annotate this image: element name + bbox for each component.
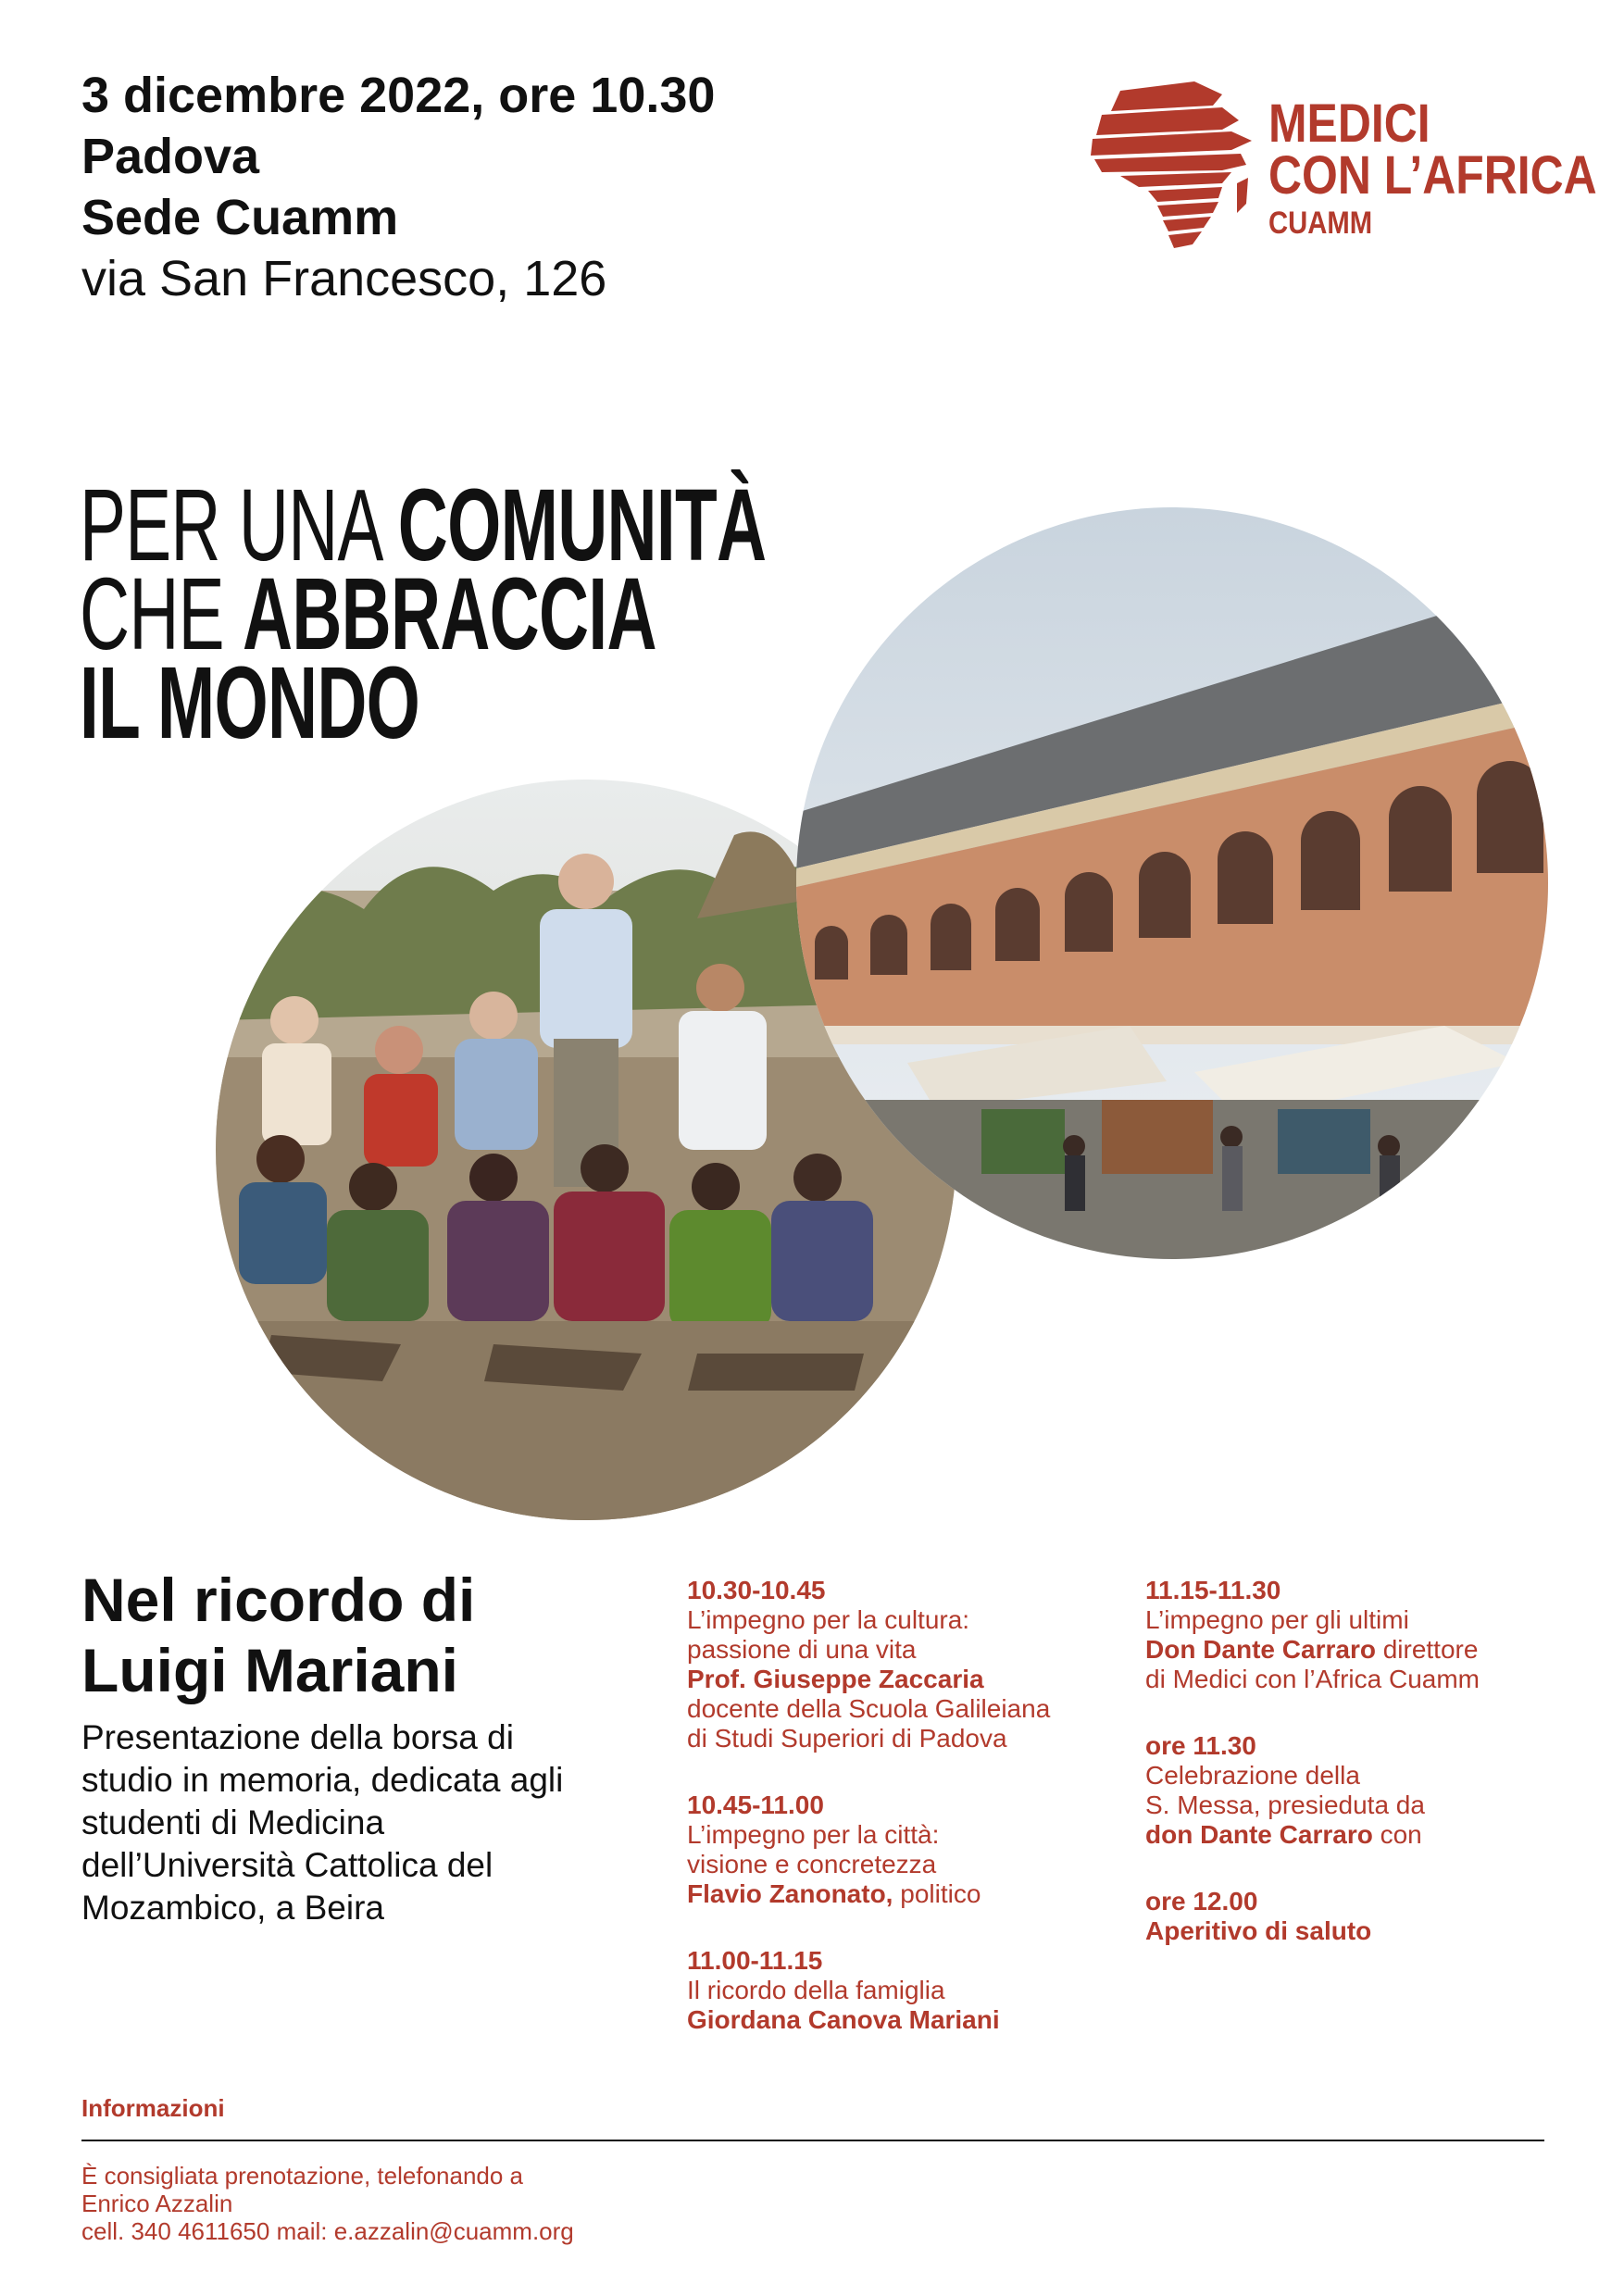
event-venue: Sede Cuamm: [81, 190, 399, 245]
program-time: 10.45-11.00: [687, 1791, 824, 1819]
program-speaker: Giordana Canova Mariani: [687, 2005, 1000, 2034]
info-contact-name: Enrico Azzalin: [81, 2190, 233, 2217]
program-line: di Studi Superiori di Padova: [687, 1724, 1007, 1753]
program-line: passione di una vita: [687, 1635, 917, 1664]
program-time: ore 12.00: [1145, 1887, 1258, 1915]
event-address: via San Francesco, 126: [81, 251, 607, 306]
program-item: [1145, 1731, 1480, 1850]
program-time: 10.30-10.45: [687, 1576, 826, 1604]
info-label: Informazioni: [81, 2094, 225, 2122]
program-line: L’impegno per gli ultimi: [1145, 1605, 1409, 1634]
logo-line-1: MEDICI: [1268, 94, 1430, 154]
headline-part: IL MONDO: [80, 646, 420, 760]
memory-title-line-2: Luigi Mariani: [81, 1636, 459, 1704]
program-line: L’impegno per la cultura:: [687, 1605, 970, 1634]
logo-line-3: CUAMM: [1268, 206, 1373, 241]
program-line: Celebrazione della: [1145, 1761, 1360, 1790]
memory-description: Presentazione della borsa di studio in memoria, dedicata agli studenti di Medicina dell’Università Cattolica del Mozambico, a Beira: [81, 1718, 564, 1927]
program-speaker: Flavio Zanonato,: [687, 1879, 893, 1908]
memory-title-line-1: Nel ricordo di: [81, 1566, 476, 1634]
program-item: [687, 1946, 1050, 2035]
event-date: 3 dicembre 2022, ore 10.30: [81, 68, 716, 123]
program-item: [687, 1791, 1050, 1909]
headline-part: ABBRACCIA: [242, 557, 656, 671]
memory-section: [81, 1565, 600, 1929]
program-line: docente della Scuola Galileiana: [687, 1694, 1051, 1723]
africa-map-icon: [1083, 74, 1259, 259]
program-line: Il ricordo della famiglia: [687, 1976, 945, 2004]
divider: [81, 2140, 1544, 2141]
program-time: ore 11.30: [1145, 1731, 1256, 1760]
program-speaker: don Dante Carraro: [1145, 1820, 1373, 1849]
program-column-1: [687, 1576, 1050, 2072]
program-speaker: Don Dante Carraro: [1145, 1635, 1376, 1664]
program-speaker: Prof. Giuseppe Zaccaria: [687, 1665, 984, 1693]
padova-palazzo-photo: [796, 507, 1548, 1259]
program-line: politico: [893, 1879, 981, 1908]
info-line: È consigliata prenotazione, telefonando a: [81, 2162, 524, 2190]
headline-part: PER UNA: [80, 468, 398, 582]
program-item: [1145, 1887, 1480, 1946]
logo-line-2: CON L’AFRICA: [1268, 145, 1597, 206]
program-line: direttore: [1375, 1635, 1479, 1664]
event-header: [81, 65, 715, 309]
program-column-2: [1145, 1576, 1480, 1983]
program-speaker: Aperitivo di saluto: [1145, 1916, 1372, 1945]
program-line: L’impegno per la città:: [687, 1820, 940, 1849]
program-line: S. Messa, presieduta da: [1145, 1791, 1425, 1819]
event-city: Padova: [81, 129, 260, 184]
program-item: [1145, 1576, 1480, 1694]
program-time: 11.15-11.30: [1145, 1576, 1281, 1604]
program-line: visione e concretezza: [687, 1850, 937, 1878]
headline-part: COMUNITÀ: [397, 468, 767, 582]
headline-part: CHE: [80, 557, 243, 671]
program-time: 11.00-11.15: [687, 1946, 823, 1975]
program-line: con: [1372, 1820, 1422, 1849]
info-contact-details[interactable]: cell. 340 4611650 mail: e.azzalin@cuamm.org: [81, 2217, 574, 2245]
program-item: [687, 1576, 1050, 1753]
info-footer: [81, 2094, 1544, 2245]
program-line: di Medici con l’Africa Cuamm: [1145, 1665, 1480, 1693]
cuamm-logo: [1083, 74, 1597, 268]
